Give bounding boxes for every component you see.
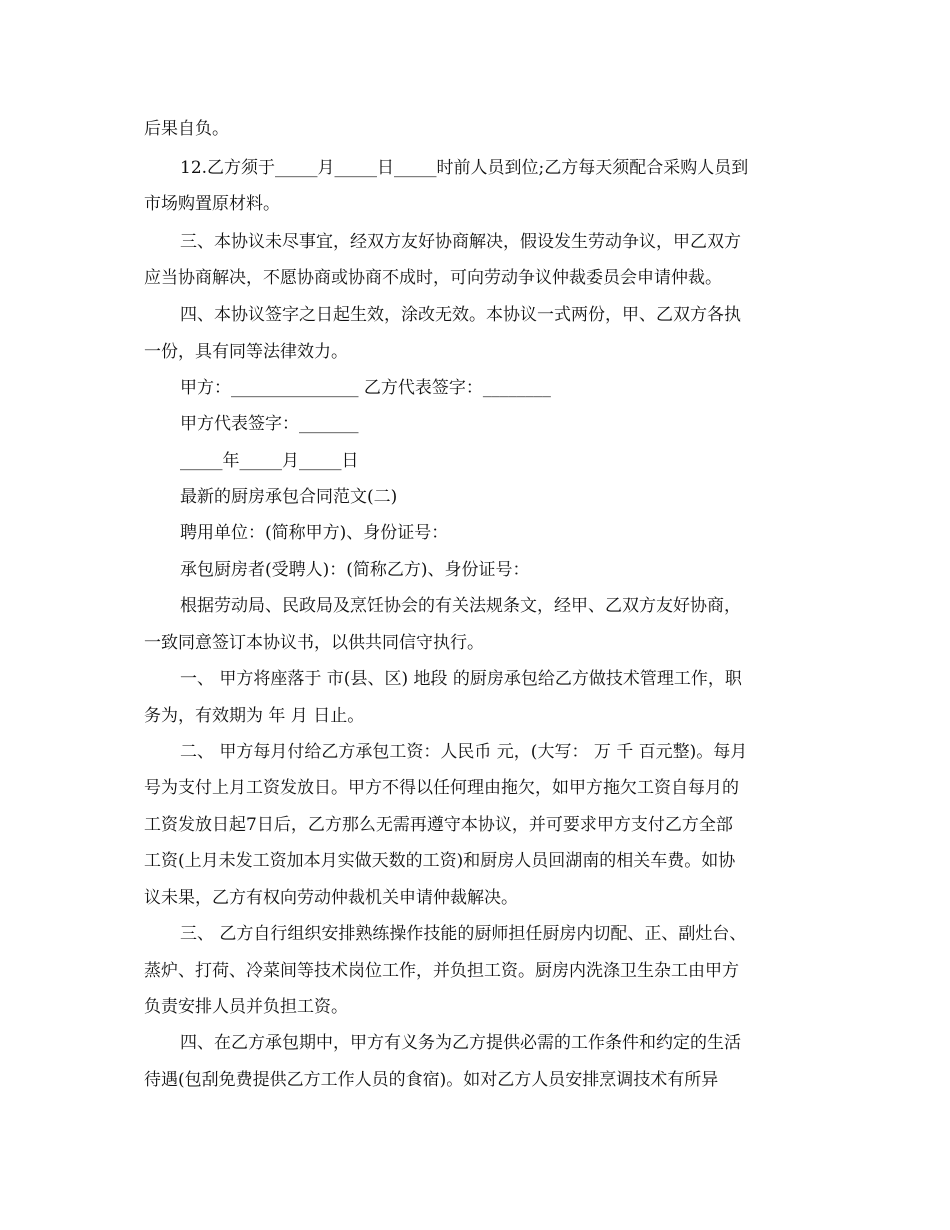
- article-2-line: 二、 甲方每月付给乙方承包工资：人民币 元，(大写： 万 千 百元整)。每月: [180, 742, 748, 762]
- date-line: _____年_____月_____日: [180, 451, 359, 471]
- text-line: 应当协商解决，不愿协商或协商不成时，可向劳动争议仲裁委员会申请仲裁。: [144, 268, 722, 288]
- article-4-line: 四、在乙方承包期中，甲方有义务为乙方提供必需的工作条件和约定的生活: [180, 1033, 741, 1053]
- article-3-line: 三、 乙方自行组织安排熟练操作技能的厨师担任厨房内切配、正、副灶台、: [180, 924, 747, 944]
- contractor-line: 承包厨房者(受聘人)：(简称乙方)、身份证号：: [180, 560, 530, 580]
- text-line: 待遇(包刮免费提供乙方工作人员的食宿)。如对乙方人员安排烹调技术有所异: [144, 1070, 719, 1090]
- clause-12-line: 12.乙方须于_____月_____日_____时前人员到位;乙方每天须配合采购人员到: [180, 158, 749, 178]
- article-1-line: 一、 甲方将座落于 市(县、区) 地段 的厨房承包给乙方做技术管理工作，职: [180, 669, 742, 689]
- text-line: 工资发放日起7日后，乙方那么无需再遵守本协议，并可要求甲方支付乙方全部: [144, 815, 733, 835]
- text-line: 负责安排人员并负担工资。: [144, 997, 348, 1017]
- text-line: 工资(上月未发工资加本月实做天数的工资)和厨房人员回湖南的相关车费。如协: [144, 851, 736, 871]
- text-line: 务为，有效期为 年 月 日止。: [144, 706, 365, 726]
- text-line: 蒸炉、打荷、冷菜间等技术岗位工作，并负担工资。厨房内洗涤卫生杂工由甲方: [144, 961, 739, 981]
- clause-3-line: 三、本协议未尽事宜，经双方友好协商解决，假设发生劳动争议，甲乙双方: [180, 232, 741, 252]
- preamble-line: 根据劳动局、民政局及烹饪协会的有关法规条文，经甲、乙双方友好协商，: [180, 596, 741, 616]
- representative-signature-line: 甲方代表签字：_______: [180, 414, 359, 434]
- text-line: 一致同意签订本协议书，以供共同信守执行。: [144, 633, 484, 653]
- employer-line: 聘用单位：(简称甲方)、身份证号：: [180, 523, 449, 543]
- clause-4-line: 四、本协议签字之日起生效，涂改无效。本协议一式两份，甲、乙双方各执: [180, 305, 741, 325]
- text-line: 一份，具有同等法律效力。: [144, 342, 348, 362]
- signature-line: 甲方：_______________ 乙方代表签字：________: [180, 378, 551, 398]
- text-line: 市场购置原材料。: [144, 194, 280, 214]
- text-line: 号为支付上月工资发放日。甲方不得以任何理由拖欠，如甲方拖欠工资自每月的: [144, 778, 739, 798]
- text-line: 后果自负。: [144, 119, 229, 139]
- section-title: 最新的厨房承包合同范文(二): [180, 487, 398, 507]
- text-line: 议未果，乙方有权向劳动仲裁机关申请仲裁解决。: [144, 888, 518, 908]
